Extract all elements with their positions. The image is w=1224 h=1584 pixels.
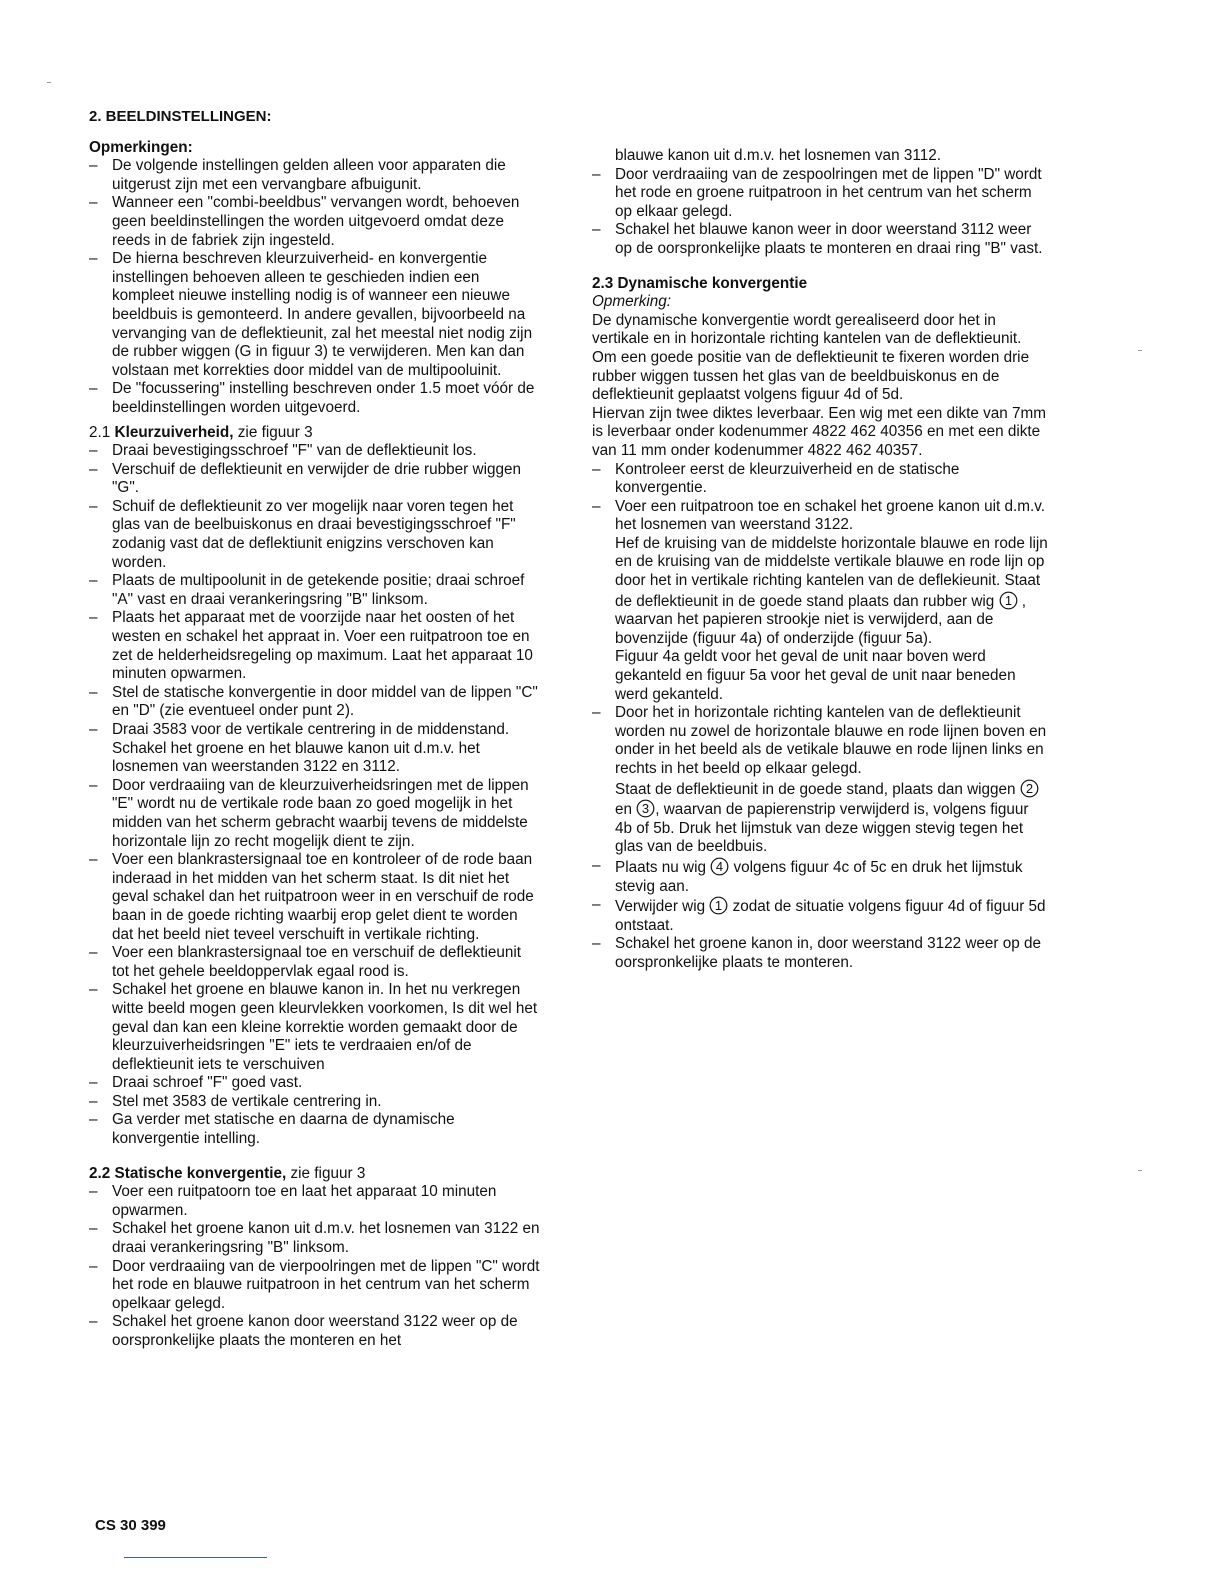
list-item: – Schakel het groene kanon in, door weerstand 3122 weer op de oorspronkelijke plaats te monteren. xyxy=(592,935,1048,972)
svg-text:4: 4 xyxy=(716,858,724,874)
list-item xyxy=(592,498,1048,705)
svg-text:1: 1 xyxy=(1004,592,1012,608)
section-2-2-heading xyxy=(89,1165,541,1184)
list-item-text-part: Hef de kruising van de middelste horizontale blauwe en rode lijn en de kruising van de middelste vertikale blauwe en rode lijn op door het in vertikale richting kantelen van de deflekieunit. Staat de deflektieunit in de goede stand plaats dan rubber wig xyxy=(615,534,1048,610)
list-item-text xyxy=(615,535,1048,649)
list-item: – Voer een blankrastersignaal toe en verschuif de deflektieunit tot het gehele beeldoppervlak egaal rood is. xyxy=(89,944,541,981)
list-item: – Schuif de deflektieunit zo ver mogelijk naar voren tegen het glas van de beelbuiskonus en draai bevestigingsschroef "F" zodanig vast dat de deflektiunit enigzins verschoven kan worden. xyxy=(89,498,541,572)
section-2-3-note-text-2: Hiervan zijn twee diktes leverbaar. Een wig met een dikte van 7mm is leverbaar onder kodenummer 4822 462 40356 en met een dikte van 11 mm onder kodenummer 4822 462 40357. xyxy=(592,404,1047,459)
section-number: 2.1 xyxy=(89,423,111,441)
list-item xyxy=(592,857,1048,896)
list-item: – Draai 3583 voor de vertikale centrering in de middenstand. Schakel het groene en het blauwe kanon uit d.m.v. het losnemen van weerstanden 3122 en 3112. xyxy=(89,721,541,777)
section-2-3-note-label: Opmerking: xyxy=(592,293,672,311)
list-item: – Schakel het groene kanon uit d.m.v. het losnemen van 3122 en draai verankeringsring "B" linksom. xyxy=(89,1220,541,1257)
opmerkingen-list xyxy=(89,157,541,417)
list-item: – Kontroleer eerst de kleurzuiverheid en de statische konvergentie. xyxy=(592,461,1048,498)
list-item-text: Figuur 4a geldt voor het geval de unit naar boven werd gekanteld en figuur 5a voor het geval de unit naar beneden werd gekanteld. xyxy=(615,648,1016,703)
scan-speck xyxy=(1138,1170,1142,1171)
section-2-2-list xyxy=(89,1183,541,1350)
list-item-text-part: Staat de deflektieunit in de goede stand, plaats dan wiggen xyxy=(615,780,1016,798)
section-2-2-continuation: blauwe kanon uit d.m.v. het losnemen van 3112. xyxy=(615,147,941,164)
list-item: – Verschuif de deflektieunit en verwijder de drie rubber wiggen "G". xyxy=(89,461,541,498)
list-item: – De "focussering" instelling beschreven onder 1.5 moet vóór de beeldinstellingen worden uitgevoerd. xyxy=(89,380,541,417)
list-item: – Schakel het groene kanon door weerstand 3122 weer op de oorspronkelijke plaats the monteren en het xyxy=(89,1313,541,1350)
list-item: – Wanneer een "combi-beeldbus" vervangen wordt, behoeven geen beeldinstellingen the worden uitgevoerd omdat deze reeds in de fabriek zijn ingesteld. xyxy=(89,194,541,250)
list-item: – Door verdraaiing van de zespoolringen met de lippen "D" wordt het rode en groene ruitpatroon in het centrum van het scherm op elkaar gelegd. xyxy=(592,166,1048,222)
list-item: – Voer een blankrastersignaal toe en kontroleer of de rode baan inderaad in het midden van het scherm staat. Is dit niet het geval schakel dan het ruitpatroon weer in en verschuif de rode baan in de goede richting waarbij erop gelet dient te worden dat het beeld niet teveel verschuift in vertikale richting. xyxy=(89,851,541,944)
list-item-text: – Door het in horizontale richting kantelen van de deflektieunit worden nu zowel de horizontale blauwe en rode lijnen boven en onder in het beeld als de vetikale blauwe en rode lijnen links en rechts in het beeld op elkaar gelegd. xyxy=(615,704,1047,777)
circled-number-1-icon xyxy=(999,591,1018,610)
circled-number-4-icon xyxy=(710,857,729,876)
list-item: – Stel de statische konvergentie in door middel van de lippen "C" en "D" (zie eventueel onder punt 2). xyxy=(89,684,541,721)
list-item-text-part: Verwijder wig xyxy=(615,898,706,916)
section-number: 2.2 xyxy=(89,1164,111,1182)
list-item: – De volgende instellingen gelden alleen voor apparaten die uitgerust zijn met een vervangbare afbuigunit. xyxy=(89,157,541,194)
section-2-3-heading: 2.3 Dynamische konvergentie xyxy=(592,274,808,292)
section-2-1-heading xyxy=(89,424,541,443)
list-item-text-part: Plaats nu wig xyxy=(615,858,706,876)
right-column xyxy=(592,147,1048,973)
list-item: – Ga verder met statische en daarna de dynamische konvergentie intelling. xyxy=(89,1111,541,1148)
list-item: – Schakel het blauwe kanon weer in door weerstand 3112 weer op de oorspronkelijke plaats te monteren en draai ring "B" vast. xyxy=(592,221,1048,258)
list-item-text xyxy=(615,779,1048,857)
circled-number-1-icon xyxy=(709,896,728,915)
opmerkingen-title: Opmerkingen: xyxy=(89,138,193,156)
section-2-3-list xyxy=(592,461,1048,973)
list-item: – De hierna beschreven kleurzuiverheid- en konvergentie instellingen behoeven alleen te geschieden indien een kompleet nieuwe instelling nodig is of wanneer een nieuwe beeldbuis is gemonteerd. In andere gevallen, bijvoorbeeld na vervanging van de deflektieunit, zal het meestal niet nodig zijn de rubber wiggen (G in figuur 3) te verwijderen. Men kan dan volstaan met korrekties door middel van de multipooluinit. xyxy=(89,250,541,380)
list-item xyxy=(592,896,1048,935)
section-2-1-list xyxy=(89,442,541,1149)
section-ref: zie figuur 3 xyxy=(237,423,313,441)
circled-number-3-icon xyxy=(636,799,655,818)
list-item-text-part: zodat de situatie volgens figuur 4d of figuur 5d ontstaat. xyxy=(615,898,1046,934)
list-item: – Door verdraaiing van de kleurzuiverheidsringen met de lippen "E" wordt nu de vertikale rode baan zo goed mogelijk in het midden van het scherm gebracht waarbij tevens de middelste horizontale lijn zo recht mogelijk dient te zijn. xyxy=(89,777,541,851)
section-2-3-note-text: De dynamische konvergentie wordt gerealiseerd door het in vertikale en in horizontale richting kantelen van de deflektieunit. Om een goede positie van de deflektieunit te fixeren worden drie rubber wiggen tussen het glas van de beeldbuiskonus en de deflektieunit geplaatst volgens figuur 4d of 5d. xyxy=(592,311,1030,404)
list-item: – Stel met 3583 de vertikale centrering in. xyxy=(89,1093,541,1112)
list-item: – Plaats het apparaat met de voorzijde naar het oosten of het westen en schakel het appraat in. Voer een ruitpatroon toe en zet de helderheidsregeling op maximum. Laat het apparaat 10 minuten opwarmen. xyxy=(89,609,541,683)
list-item: – Voer een ruitpatoorn toe en laat het apparaat 10 minuten opwarmen. xyxy=(89,1183,541,1220)
section-title: Kleurzuiverheid, xyxy=(114,423,234,441)
list-item: – Door verdraaiing van de vierpoolringen met de lippen "C" wordt het rode en blauwe ruitpatroon in het centrum van het scherm opelkaar gelegd. xyxy=(89,1258,541,1314)
list-item xyxy=(592,704,1048,857)
scan-speck xyxy=(47,82,51,83)
document-code: CS 30 399 xyxy=(95,1517,166,1534)
list-item-text-part: en xyxy=(615,801,633,819)
list-item-text-part: , waarvan het papieren strookje niet is verwijderd, aan de bovenzijde (figuur 4a) of onderzijde (figuur 5a). xyxy=(615,592,1027,647)
section-title: Statische konvergentie, xyxy=(114,1164,287,1182)
footer-rule xyxy=(124,1557,267,1558)
scan-speck xyxy=(1138,350,1142,351)
svg-text:1: 1 xyxy=(715,898,723,914)
list-item: – Schakel het groene en blauwe kanon in. In het nu verkregen witte beeld mogen geen kleurvlekken voorkomen, Is dit wel het geval dan kan een kleine korrektie worden gemaakt door de kleurzuiverheidsringen "E" iets te verdraaien en/of de deflektieunit iets te verschuiven xyxy=(89,981,541,1074)
list-item: – Draai bevestigingsschroef "F" van de deflektieunit los. xyxy=(89,442,541,461)
left-column xyxy=(89,108,541,1351)
section-2-2-list-continued xyxy=(592,166,1048,259)
list-item: – Draai schroef "F" goed vast. xyxy=(89,1074,541,1093)
svg-text:2: 2 xyxy=(1025,780,1033,796)
section-ref: zie figuur 3 xyxy=(290,1164,366,1182)
list-item-text-part: volgens figuur 4c of 5c en druk het lijmstuk stevig aan. xyxy=(615,858,1023,895)
list-item: – Plaats de multipoolunit in de getekende positie; draai schroef "A" vast en draai verankeringsring "B" linksom. xyxy=(89,572,541,609)
page-title: 2. BEELDINSTELLINGEN: xyxy=(89,108,272,125)
svg-text:3: 3 xyxy=(642,801,650,817)
list-item-text-part: , waarvan de papierenstrip verwijderd is, volgens figuur 4b of 5b. Druk het lijmstuk van deze wiggen stevig tegen het glas van de beeldbuis. xyxy=(615,801,1029,856)
list-item-text: – Voer een ruitpatroon toe en schakel het groene kanon uit d.m.v. het losnemen van weerstand 3122. xyxy=(615,497,1046,534)
circled-number-2-icon xyxy=(1020,779,1039,798)
